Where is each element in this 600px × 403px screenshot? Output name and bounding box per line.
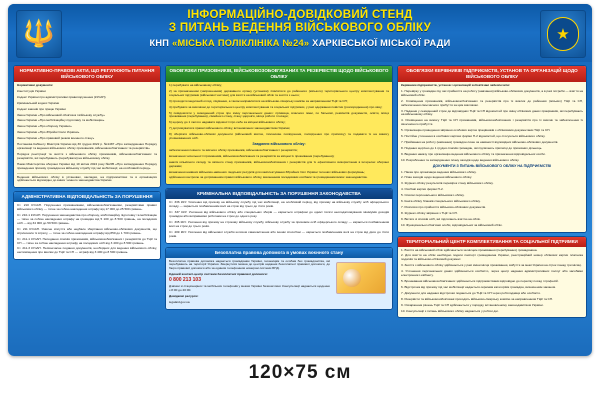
admin-item: Ст. 210 КУпАП. Порушення призовниками, військовозобов'язаними, резервістами правил військового обліку — тягне за собою накладення штрафу від 17 000 до 25 500 гривень. <box>17 203 157 212</box>
tck-item: 8. Резервісти та військовозобов'язані проходять військово-лікарську комісію за направленням ТЦК та СП. <box>401 296 553 301</box>
panel-citizen-duties <box>165 65 393 185</box>
tasks-subtitle: Завдання військового обліку: <box>252 141 306 146</box>
admin-item: Ст. 211-3 КУпАП. Несвоєчасне подання документів, необхідних для ведення військового обліку, несповіщення про виклик до ТЦК та СП — штраф від 3 400 до 8 500 гривень. <box>17 246 157 255</box>
panel-criminal-liability <box>165 188 393 243</box>
panel-legal-acts-body <box>14 82 160 187</box>
checklist-item: 1. Наказ про організацію ведення військового обліку. <box>401 169 477 174</box>
legal-item: Кодекс України про адміністративні правопорушення (КУпАП) <box>17 94 106 99</box>
panel-legal-aid-title: Безоплатна правова допомога в умовах воєнного стану <box>166 248 392 258</box>
header-org-prefix: КНП <box>149 38 170 48</box>
tck-item: 2. Для взяття на облік необхідно подати паспорт громадянина України, реєстраційний номер облікової картки платника податків та військово-обліковий документ. <box>401 253 583 262</box>
task-item: визначення наявних військово-навчених людських ресурсів для комплектування Збройних Сил України та інших військових формувань; <box>169 169 365 174</box>
tryzub-icon: 🔱 <box>16 10 60 56</box>
panel-citizen-duties-body <box>166 82 392 184</box>
legal-aid-note: Дзвінки зі стаціонарних та мобільних телефонів у межах України безкоштовні. Консультації надаються щоденно з 8:00 до 20:00. <box>169 284 330 292</box>
duty-item: 7) дотримуватися правил військового обліку, встановлених законодавством України; <box>169 126 291 131</box>
panel-citizen-duties-title: ОБОВ'ЯЗКИ ПРИЗОВНИКІВ, ВІЙСЬКОВОЗОБОВ'ЯЗАНИХ ТА РЕЗЕРВІСТІВ ЩОДО ВІЙСЬКОВОГО ОБЛІКУ <box>166 66 392 82</box>
checklist-item: 9. Витяги зі списків осіб, які підлягають взяттю на облік. <box>401 216 481 221</box>
legal-intro: Нормативні документи: <box>17 83 54 87</box>
dsns-emblem-icon: ★ <box>540 10 584 56</box>
column-right <box>397 65 587 353</box>
size-caption: 120×75 см <box>248 362 352 383</box>
checklist-item: 6. Книга обліку бланків спеціального військового обліку. <box>401 199 481 204</box>
stand-header <box>8 4 592 62</box>
duty-item: 8) зберігати військово-облікові документи (військовий квиток, тимчасове посвідчення, посвідчення про приписку) та подавати їх на вимогу уповноважених осіб. <box>169 132 389 141</box>
legal-item: Кодекс законів про працю України <box>17 106 66 111</box>
checklist-item: 10. Функціональні обов'язки особи, відповідальної за військовий облік. <box>401 222 503 227</box>
legal-aid-illustration <box>336 262 386 294</box>
panel-criminal-liability-title: КРИМІНАЛЬНА ВІДПОВІДАЛЬНІСТЬ ЗА ПОРУШЕННЯ ЗАКОНОДАВСТВА <box>166 189 392 199</box>
panel-administrative-liability-title: АДМІНІСТРАТИВНА ВІДПОВІДАЛЬНІСТЬ ЗА ПОРУШЕННЯ <box>14 192 160 202</box>
criminal-item: Ст. 335 ККУ. Ухилення від призову на строкову військову службу, військову службу за призовом осіб офіцерського складу — карається позбавленням волі на строк до трьох років. <box>169 219 389 228</box>
task-item: забезпечення повного та якісного обліку призовників, військовозобов'язаних і резервістів; <box>169 147 298 152</box>
tck-item: 4. Уточнення персональних даних здійснюється особисто, через центр надання адміністративних послуг або засобами електронного кабінету. <box>401 269 583 278</box>
hotline-number: 0 800 213 103 <box>169 277 201 284</box>
task-item: аналіз кількісного складу та якісного стану призовників, військовозобов'язаних і резервістів для їх ефективного використання в інтересах оборони держави; <box>169 159 389 168</box>
criminal-item: Ст. 409 ККУ. Ухилення від військової служби шляхом самокалічення або іншим способом — карається позбавленням волі на строк від двох до п'яти років. <box>169 229 389 238</box>
duty-item: 2) за призначенням (запрошенням) державного органу (установи) з'являтися до районного (міського) територіального центру комплектування та соціальної підтримки (військової частини) для взяття на військовий облік та зняття з нього; <box>169 88 389 97</box>
tck-item: 5. Бронювання військовозобов'язаних здійснюється підприємствами відповідно до переліку посад і професій. <box>401 279 559 283</box>
checklist-item: 3. Журнал обліку результатів перевірок стану військового обліку. <box>401 181 494 186</box>
employer-item: 1. Перевірку у громадян під час прийняття на роботу (навчання) військово-облікових документів, а в разі потреби — взяття на військовий облік. <box>401 88 583 97</box>
employer-item: 2. Сповіщення призовників, військовозобов'язаних та резервістів про їх виклик до районних (міських) ТЦК та СП, забезпечення своєчасного прибуття за цим викликом. <box>401 98 583 107</box>
header-title-line2: З ПИТАНЬ ВЕДЕННЯ ВІЙСЬКОВОГО ОБЛІКУ <box>168 22 432 34</box>
employer-item: 6. Постійне уточнення в особових картках форми П-2 відомостей, що стосуються військового обліку. <box>401 134 546 139</box>
header-org-name: «МІСЬКА ПОЛІКЛІНІКА №24» <box>172 38 310 48</box>
legal-aid-site[interactable]: legalaid.gov.ua <box>169 299 190 304</box>
stand-board <box>8 4 592 356</box>
duty-item: 4) прибувати за викликом до територіального центру комплектування та соціальної підтримки, у разі одержання повістки (розпорядження) про явку; <box>169 104 383 109</box>
panel-tck-info <box>397 236 587 319</box>
admin-item: Ст. 211 КУпАП. Умисне зіпсуття або недбале зберігання військово-облікових документів, що спричинило їх втрату, — тягне за собою накладення штрафу від 850 до 1 700 гривень. <box>17 226 157 235</box>
checklist-item: 7. Розписки про прийняття військово-облікових документів. <box>401 204 486 209</box>
panel-legal-acts-title: НОРМАТИВНО-ПРАВОВІ АКТИ, ЩО РЕГУЛЮЮТЬ ПИТАННЯ ВІЙСЬКОВОГО ОБЛІКУ <box>14 66 160 82</box>
legal-item: Закон України «Про правовий режим воєнного стану» <box>17 136 95 141</box>
criminal-item: Ст. 337 ККУ. Ухилення від військового обліку або спеціальних зборів — карається штрафом до однієї тисячі неоподатковуваних мінімумів доходів громадян або виправними роботами на строк до одного року. <box>169 210 389 219</box>
panel-employer-duties <box>397 65 587 233</box>
panel-administrative-liability <box>13 191 161 260</box>
employer-checklist-title: ДОКУМЕНТИ З ПИТАНЬ ВІЙСЬКОВОГО ОБЛІКУ НА ПІДПРИЄМСТВІ <box>432 163 552 168</box>
legal-aid-site-label: Довідкові ресурси: <box>169 293 199 298</box>
tck-item: 1. Взяття на військовий облік здійснюється за місцем проживання (перебування) громадянина. <box>401 247 538 252</box>
panel-criminal-liability-body <box>166 199 392 242</box>
hotline-label: Єдиний контакт-центр системи безоплатної правової допомоги: <box>169 272 268 277</box>
tck-item: 10. Консультації з питань військового обліку надаються у робочі дні. <box>401 308 499 313</box>
duty-item: 1) перебувати на військовому обліку; <box>169 83 223 87</box>
panel-tck-info-body <box>398 247 586 318</box>
employer-item: 3. Надання у семиденний строк до відповідних ТЦК та СП відомостей про зміну облікових даних працівників, які перебувають на військовому обліку. <box>401 108 583 117</box>
panel-tck-info-title: ТЕРИТОРІАЛЬНИЙ ЦЕНТР КОМПЛЕКТУВАННЯ ТА СОЦІАЛЬНОЇ ПІДТРИМКИ <box>398 237 586 247</box>
legal-item: Закон України «Про Збройні Сили України» <box>17 130 80 135</box>
panel-legal-acts <box>13 65 161 188</box>
header-org-suffix: ХАРКІВСЬКОЇ МІСЬКОЇ РАДИ <box>312 38 451 48</box>
panel-employer-duties-title: ОБОВ'ЯЗКИ КЕРІВНИКІВ ПІДПРИЄМСТВ, УСТАНОВ ТА ОРГАНІЗАЦІЙ ЩОДО ВІЙСЬКОВОГО ОБЛІКУ <box>398 66 586 82</box>
panel-legal-aid-body <box>166 258 392 309</box>
task-item: визначення чисельності призовників, військовозобов'язаних та резервістів за місцем їх проживання (перебування); <box>169 153 335 158</box>
stand-columns <box>8 62 592 356</box>
admin-item: Ст. 211-1 КУпАП. Неподання списків призовників, військовозобов'язаних і резервістів до ТЦК та СП — тягне за собою накладення штрафу на посадових осіб від 3 400 до 8 500 гривень. <box>17 236 157 245</box>
checklist-item: 8. Журнал обліку звіряння з ТЦК та СП. <box>401 210 458 215</box>
panel-employer-duties-body <box>398 82 586 232</box>
duty-item: 3) проходити медичний огляд, лікування, а також направлятися на військово-лікарську комісію за направленням ТЦК та СП; <box>169 98 348 103</box>
legal-item: Закон України «Про мобілізаційну підготовку та мобілізацію» <box>17 118 105 123</box>
divider <box>17 173 157 174</box>
employer-lead: Керівники підприємств, установ і організацій зобов'язані забезпечити: <box>401 83 511 87</box>
tck-item: 7. Документи для надання відстрочки подаються до ТЦК та СП через роботодавця або особисто. <box>401 290 542 295</box>
column-center <box>165 65 393 353</box>
legal-note: Ведення військового обліку в установах, закладах, на підприємствах та в організаціях здійснюється відповідно до вимог чинного законодавства України. <box>17 174 157 183</box>
employer-item: 10. Розроблення та затвердження плану заходів щодо ведення військового обліку. <box>401 157 520 162</box>
legal-item: Порядок реєстрації та зняття з військового обліку призовників, військовозобов'язаних та резервістів, які перебувають (перебували) на військовому обліку <box>17 151 157 160</box>
legal-item: Наказ Міністерства оборони України від 10 квітня 2024 року №205 «Про затвердження Порядку проведення призову громадян на військову службу під час мобілізації, на особливий період» <box>17 161 157 170</box>
column-left <box>13 65 161 353</box>
checklist-item: 2. План заходів щодо ведення військового обліку. <box>401 175 472 180</box>
panel-administrative-liability-body <box>14 202 160 259</box>
duty-item: 6) щороку до 1 лютого надавати відомості про себе за місцем військового обліку; <box>169 120 286 125</box>
employer-item: 7. Приймання на роботу (навчання) громадян лише за наявності відповідних військово-облікових документів. <box>401 139 559 144</box>
tck-item: 6. Відстрочка від призову під час мобілізації надається окремим категоріям громадян, визначеним законом. <box>401 284 556 289</box>
admin-item: Ст. 210-1 КУпАП. Порушення законодавства про оборону, мобілізаційну підготовку та мобілізацію — тягне за собою накладення штрафу на громадян від 5 100 до 8 500 гривень, на посадових осіб — від 34 000 до 59 500 гривень. <box>17 213 157 225</box>
duty-item: 5) повідомляти у семиденний строк про зміну персональних даних: прізвища, власного імені, по батькові, реквізитів документів, освіти, місця проживання (перебування), сімейного стану, стану здоров'я, місця роботи і посади; <box>169 110 389 119</box>
employer-item: 4. Оповіщення на вимогу ТЦК та СП призовників, військовозобов'язаних і резервістів про їх виклик та забезпечення їх своєчасного прибуття. <box>401 118 583 127</box>
checklist-item: 5. Списки персонального військового обліку. <box>401 193 465 198</box>
header-subtitle <box>8 38 592 49</box>
tck-item: 3. Зняття з військового обліку здійснюється у разі зміни місця проживання, вибуття за межі України на строк понад три місяці. <box>401 263 582 268</box>
legal-item: Закон України «Про оборону України» <box>17 124 72 129</box>
legal-item: Постанова Кабінету Міністрів України від 30 грудня 2022 р. №1487 «Про затвердження Порядку організації та ведення військового обліку призовників, військовозобов'язаних та резервістів» <box>17 142 157 150</box>
legal-item: Конституція України <box>17 88 46 93</box>
legal-item: Закон України «Про військовий обов'язок і військову службу» <box>17 112 105 117</box>
header-title-line1: ІНФОРМАЦІЙНО-ДОВІДКОВИЙ СТЕНД <box>187 9 413 21</box>
legal-aid-body-text: Безоплатна правова допомога надається громадянам України, іноземцям та особам без громадянства, які перебувають на території України. Звернутися можна до центрів надання безоплатної правової допомоги, до бюро правової допомоги або за єдиним телефонним номером системи БПД. <box>169 258 330 271</box>
employer-item: 5. Організацію проведення звіряння особових карток працівників з обліковими документами ТЦК та СП. <box>401 128 551 133</box>
employer-item: 9. Видання наказу про організацію ведення військового обліку та призначення відповідальної особи. <box>401 151 546 156</box>
checklist-item: 4. Особові картки форми П-2. <box>401 187 444 192</box>
legal-item: Кримінальний кодекс України <box>17 100 60 105</box>
panel-legal-aid <box>165 247 393 310</box>
tck-item: 9. Оскарження рішень ТЦК та СП здійснюється у порядку, встановленому законодавством України. <box>401 302 544 307</box>
criminal-item: Ст. 336 ККУ. Ухилення від призову на військову службу під час мобілізації, на особливий період, від призову на військову службу осіб офіцерського складу — карається позбавленням волі на строк від трьох до п'яти років. <box>169 200 389 209</box>
task-item: здійснення контролю за дотриманням правил військового обліку, виконанням посадовими особами та громадянами вимог законодавства. <box>169 175 368 180</box>
employer-item: 8. Подання щорічно до 1 грудня списків громадян, які підлягають приписці до призовних дільниць. <box>401 145 543 150</box>
